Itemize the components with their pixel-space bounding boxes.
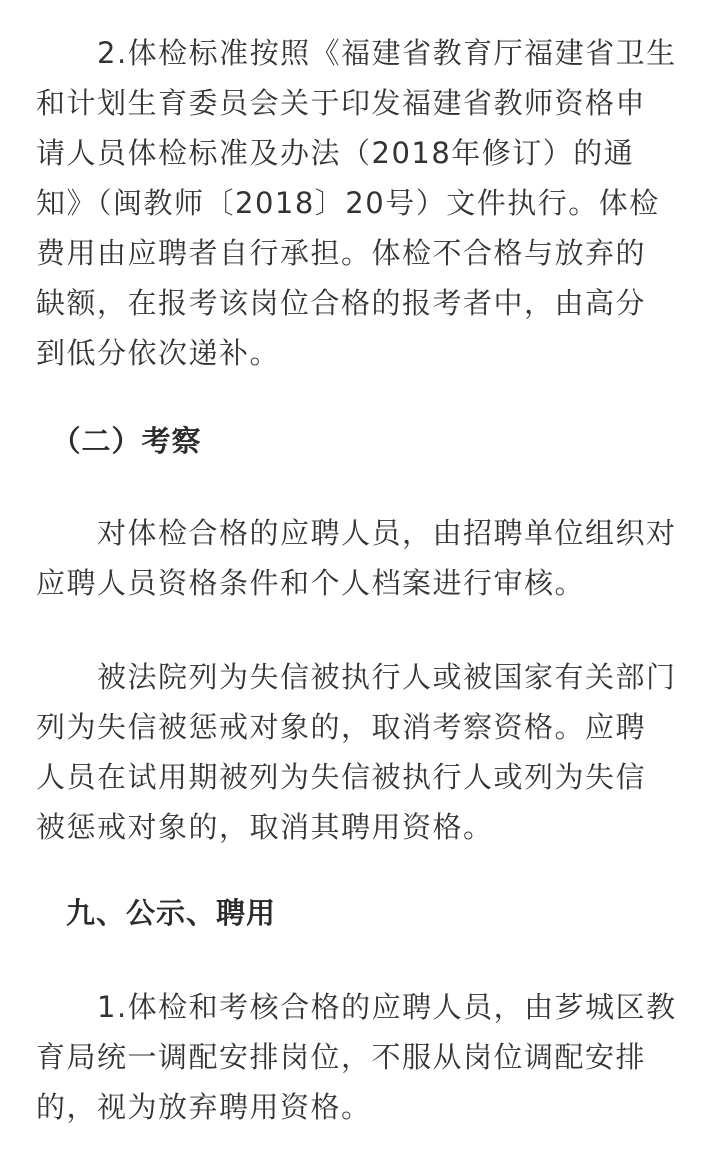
text-line: 育局统一调配安排岗位，不服从岗位调配安排: [36, 1040, 647, 1074]
text-line: 请人员体检标准及办法（2018年修订）的通: [36, 136, 635, 170]
text-line: 2.体检标准按照《福建省教育厅福建省卫生: [36, 36, 677, 70]
text-line: 被惩戒对象的，取消其聘用资格。: [36, 810, 494, 844]
text-line: 缺额，在报考该岗位合格的报考者中，由高分: [36, 286, 647, 320]
text-line: 应聘人员资格条件和个人档案进行审核。: [36, 566, 586, 600]
paragraph-medical-exam-standard: [36, 28, 686, 378]
text-line: 和计划生育委员会关于印发福建省教师资格申: [36, 86, 647, 120]
text-line: 被法院列为失信被执行人或被国家有关部门: [36, 660, 677, 694]
text-line: 列为失信被惩戒对象的，取消考察资格。应聘: [36, 710, 647, 744]
text-line: 费用由应聘者自行承担。体检不合格与放弃的: [36, 236, 647, 270]
paragraph-inspection-review: [36, 508, 686, 608]
paragraph-position-allocation: [36, 982, 686, 1132]
section-heading-publicity-employment: 九、公示、聘用: [36, 896, 277, 930]
text-line: 对体检合格的应聘人员，由招聘单位组织对: [36, 516, 677, 550]
section-heading-inspection: （二）考察: [36, 424, 202, 458]
text-line: 到低分依次递补。: [36, 336, 281, 370]
text-line: 知》（闽教师〔2018〕20号）文件执行。体检: [36, 186, 660, 220]
paragraph-dishonest-persons: [36, 652, 686, 852]
text-line: 1.体检和考核合格的应聘人员，由芗城区教: [36, 990, 677, 1024]
text-line: 的，视为放弃聘用资格。: [36, 1090, 372, 1124]
text-line: 人员在试用期被列为失信被执行人或列为失信: [36, 760, 647, 794]
